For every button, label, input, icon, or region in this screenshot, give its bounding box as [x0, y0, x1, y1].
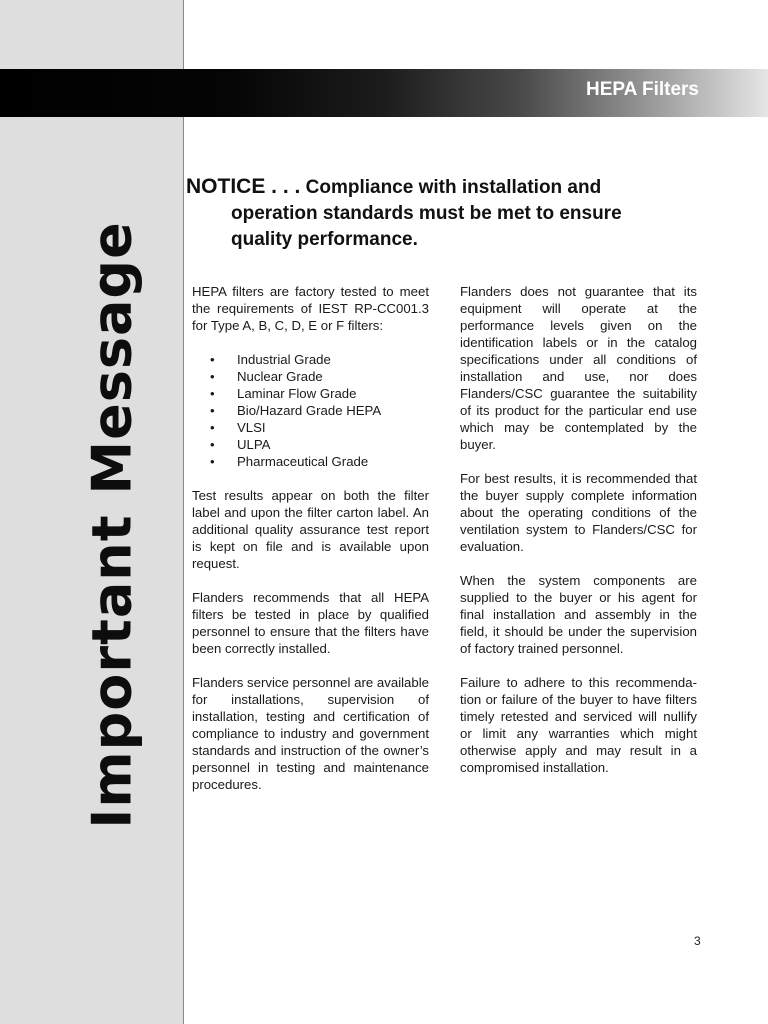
left-text-column: [192, 283, 429, 810]
guarantee-paragraph: Flanders does not guarantee that its equipment will operate at the performance levels given on the identification labels or in the catalog specifications under all conditions of installation and use, nor does Flanders/CSC guarantee the suitability of its product for the particular end use which may be contemplated by the buyer.: [460, 284, 697, 452]
list-item: • Bio/Hazard Grade HEPA: [210, 403, 382, 418]
notice-heading: [186, 174, 656, 253]
page-number: 3: [694, 934, 701, 948]
bullet-icon: •: [210, 454, 215, 469]
list-item: • Nuclear Grade: [210, 369, 323, 384]
in-place-testing-paragraph: Flanders recommends that all HEPA filters be tested in place by qualified personnel to ensure that the filters have been correctly installed.: [192, 590, 429, 656]
bullet-icon: •: [210, 369, 215, 384]
section-title: HEPA Filters: [586, 79, 699, 100]
list-item: • Pharmaceutical Grade: [210, 454, 369, 469]
right-text-column: [460, 283, 697, 793]
list-item: • Industrial Grade: [210, 352, 331, 367]
notice-lead: NOTICE . . .: [186, 175, 301, 198]
bullet-icon: •: [210, 437, 215, 452]
notice-line-1: Compliance with installation and: [305, 177, 602, 198]
list-item: • ULPA: [210, 437, 271, 452]
bullet-icon: •: [210, 420, 215, 435]
left-sidebar-panel: [0, 0, 184, 1024]
filter-grade-list: [192, 351, 429, 470]
notice-line-3: quality performance.: [231, 229, 418, 250]
list-item: • Laminar Flow Grade: [210, 386, 357, 401]
test-results-paragraph: Test results appear on both the filter label and upon the filter carton label. An additional quality assurance test report is kept on file and is available upon request.: [192, 488, 429, 571]
best-results-paragraph: For best results, it is recommended that the buyer supply complete information about the operating conditions of the ventilation system to Flanders/CSC for evaluation.: [460, 471, 697, 554]
notice-line-2: operation standards must be met to ensure: [231, 203, 622, 224]
intro-paragraph: HEPA filters are factory tested to meet the requirements of IEST RP-CC001.3 for Type A, B, C, D, E or F filters:: [192, 284, 429, 333]
field-installation-paragraph: When the system components are supplied to the buyer or his agent for final installation and assembly in the field, it should be under the supervision of factory trained personnel.: [460, 573, 697, 656]
bullet-icon: •: [210, 386, 215, 401]
warranty-paragraph: Failure to adhere to this recommenda-tion or failure of the buyer to have filters timely retested and serviced will nullify or limit any warranties which might otherwise apply and may result in a compromised installation.: [460, 675, 697, 775]
service-personnel-paragraph: Flanders service personnel are available for installations, supervision of installation, testing and certification of compliance to industry and government standards and instruction of the owner’s personnel in testing and maintenance procedures.: [192, 675, 429, 792]
list-item: • VLSI: [210, 420, 266, 435]
important-message-title: Important Message: [80, 221, 144, 829]
bullet-icon: •: [210, 403, 215, 418]
bullet-icon: •: [210, 352, 215, 367]
